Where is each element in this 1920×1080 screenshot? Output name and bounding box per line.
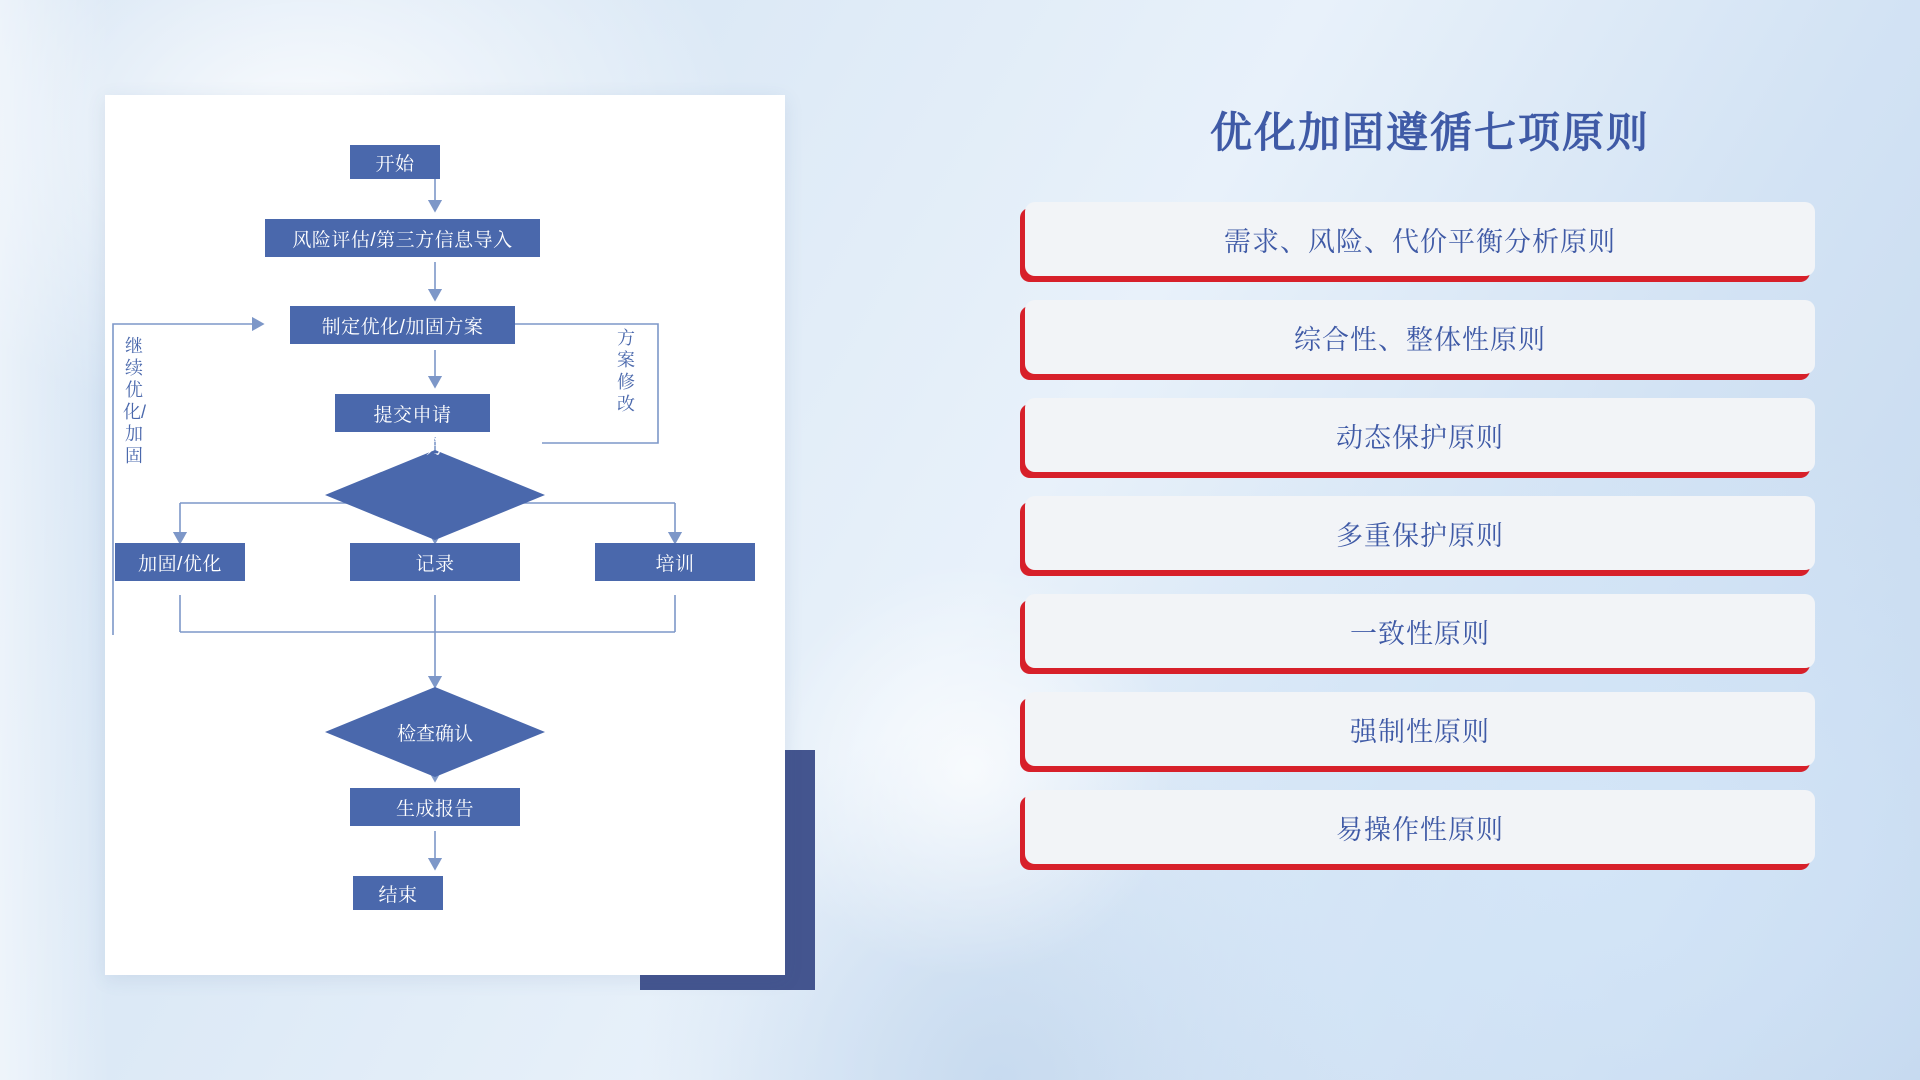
- principle-label: 一致性原则: [1025, 594, 1815, 668]
- node-start-label: 开始: [375, 153, 415, 175]
- principle-item[interactable]: [1020, 594, 1840, 668]
- node-training-label: 培训: [655, 553, 695, 575]
- node-submit-application-label: 提交申请: [373, 404, 452, 426]
- principle-item[interactable]: [1020, 300, 1840, 374]
- node-plan-label: 制定优化/加固方案: [321, 316, 484, 338]
- principle-item[interactable]: [1020, 398, 1840, 472]
- decision-owner-confirm-shape: [325, 450, 545, 540]
- node-plan[interactable]: [290, 306, 515, 344]
- node-training[interactable]: [595, 543, 755, 581]
- principle-label: 综合性、整体性原则: [1025, 300, 1815, 374]
- node-record[interactable]: [350, 543, 520, 581]
- node-generate-report[interactable]: [350, 788, 520, 826]
- edge-label-plan-revision: 方案修改: [617, 328, 635, 414]
- principle-item[interactable]: [1020, 790, 1840, 864]
- node-risk-assessment-label: 风险评估/第三方信息导入: [292, 229, 513, 251]
- flowchart-card: [105, 95, 785, 975]
- principle-label: 多重保护原则: [1025, 496, 1815, 570]
- node-risk-assessment[interactable]: [265, 219, 540, 257]
- principle-label: 强制性原则: [1025, 692, 1815, 766]
- decision-check-shape: [325, 687, 545, 777]
- node-record-label: 记录: [415, 553, 455, 575]
- background-light-band: [0, 0, 110, 1080]
- principles-panel: [1020, 100, 1840, 888]
- node-generate-report-label: 生成报告: [395, 798, 474, 820]
- principle-label: 动态保护原则: [1025, 398, 1815, 472]
- node-reinforce-optimize-label: 加固/优化: [138, 553, 222, 575]
- principle-label: 易操作性原则: [1025, 790, 1815, 864]
- node-submit-application[interactable]: [335, 394, 490, 432]
- node-start[interactable]: [350, 145, 440, 179]
- principle-item[interactable]: [1020, 496, 1840, 570]
- principle-item[interactable]: [1020, 692, 1840, 766]
- node-end-label: 结束: [378, 884, 418, 906]
- node-owner-confirm-label: 业主方确认: [387, 436, 483, 458]
- node-reinforce-optimize[interactable]: [115, 543, 245, 581]
- edge-label-continue-optimize: 继续优化/加固: [123, 336, 147, 466]
- node-end[interactable]: [353, 876, 443, 910]
- node-check-confirm-label: 检查确认: [396, 723, 473, 745]
- principle-label: 需求、风险、代价平衡分析原则: [1025, 202, 1815, 276]
- principle-item[interactable]: [1020, 202, 1840, 276]
- principles-title: 优化加固遵循七项原则: [1209, 109, 1650, 156]
